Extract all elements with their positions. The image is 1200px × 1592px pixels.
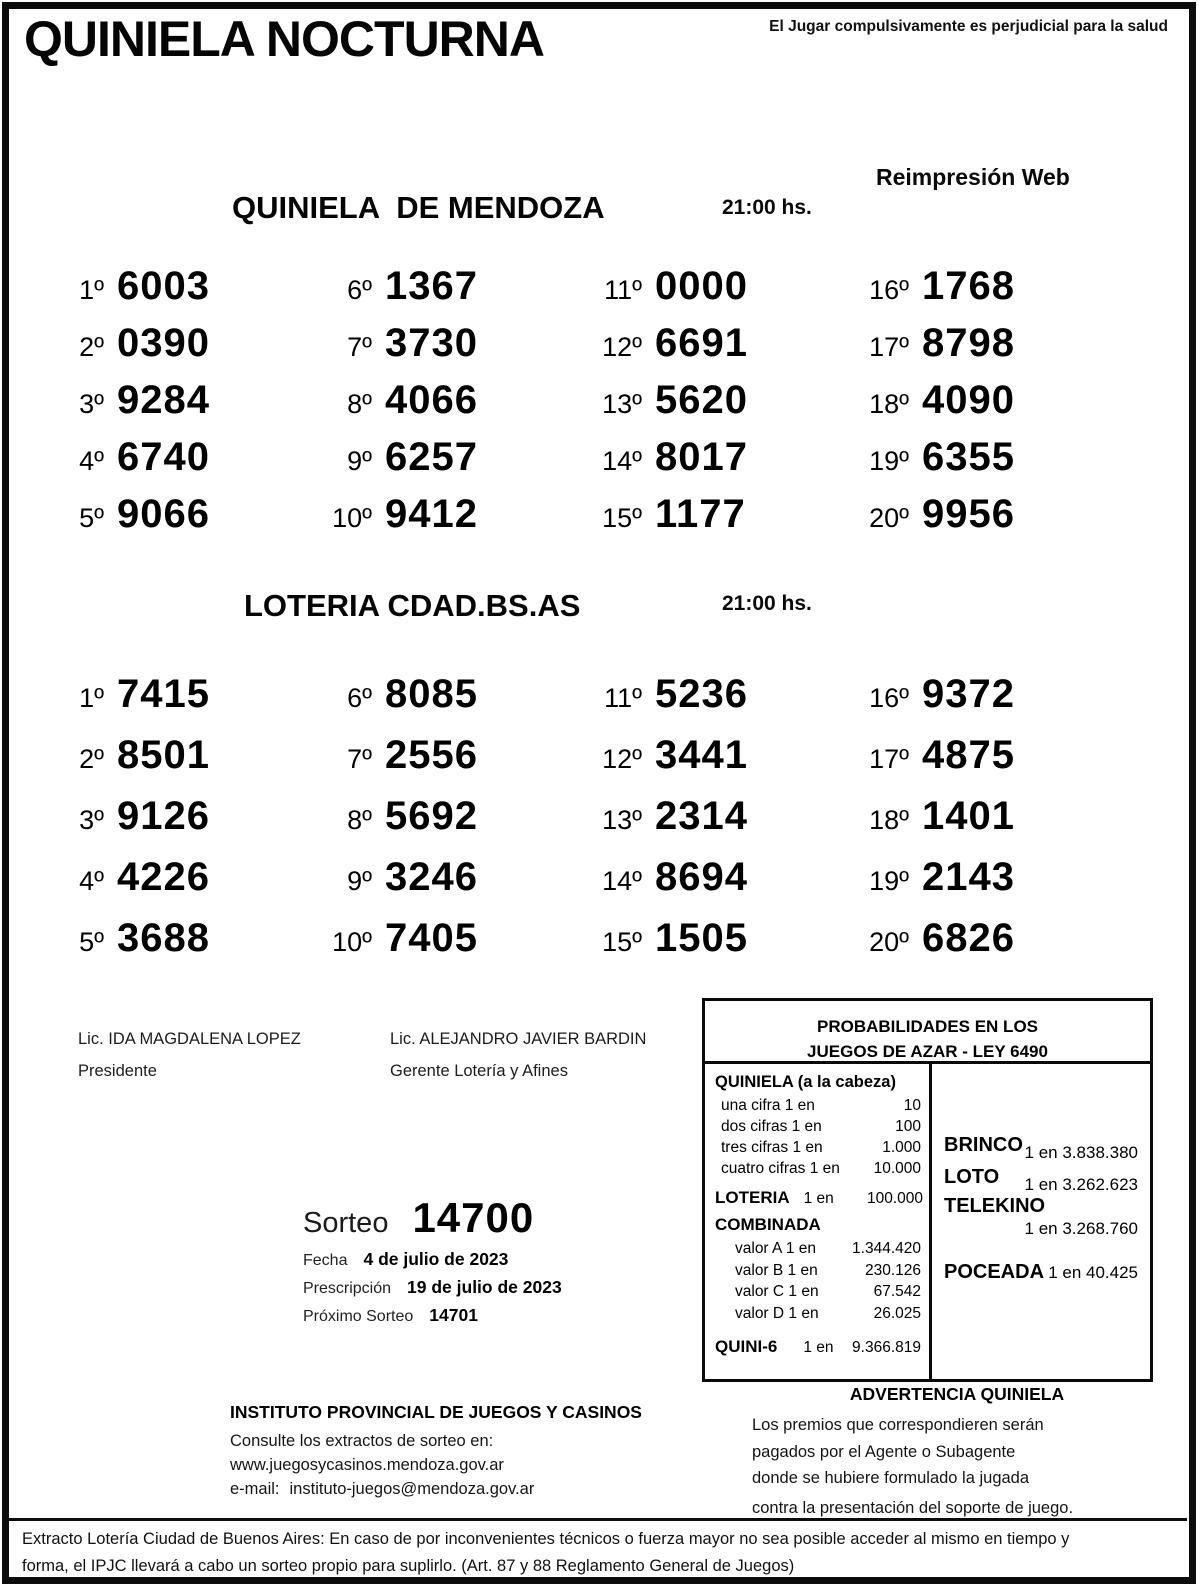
result-number: 9956 [922, 492, 1015, 536]
mendoza-draw-time: 21:00 hs. [722, 196, 812, 219]
result-row [48, 264, 310, 321]
odds-row: valor D 1 en 26.025 [735, 1304, 921, 1322]
result-number: 8501 [117, 733, 210, 777]
result-row [853, 264, 1115, 321]
mendoza-results-column-1 [48, 264, 310, 549]
result-number: 9284 [117, 378, 210, 422]
result-number: 6003 [117, 264, 210, 308]
result-row [316, 378, 578, 435]
result-position: 12º [602, 332, 642, 362]
result-row [853, 855, 1115, 916]
result-number: 2314 [655, 794, 748, 838]
result-number: 6826 [922, 916, 1015, 960]
draw-prescription-value: 19 de julio de 2023 [407, 1277, 562, 1297]
result-row [316, 264, 578, 321]
odds-row: cuatro cifras 1 en 10.000 [721, 1160, 921, 1177]
result-number: 2556 [385, 733, 478, 777]
bsas-results-column-2 [316, 672, 578, 977]
result-position: 14º [602, 866, 642, 896]
odds-row: valor C 1 en 67.542 [735, 1283, 921, 1300]
result-row [853, 492, 1115, 549]
result-position: 9º [347, 866, 372, 896]
result-position: 2º [79, 744, 104, 774]
result-position: 5º [79, 503, 104, 533]
result-number: 3730 [385, 321, 478, 365]
result-position: 4º [79, 446, 104, 476]
brinco-odds-row: BRINCO 1 en 3.838.380 [944, 1134, 1138, 1162]
probabilities-title: PROBABILIDADES EN LOS JUEGOS DE AZAR - LEY 6490 [807, 1017, 1048, 1061]
result-row [316, 794, 578, 855]
result-position: 3º [79, 389, 104, 419]
result-row [316, 916, 578, 977]
official-role: Gerente Lotería y Afines [390, 1062, 568, 1080]
official-president [78, 1030, 301, 1081]
probabilities-box [702, 998, 1153, 1382]
institute-website: www.juegosycasinos.mendoza.gov.ar [230, 1456, 504, 1474]
result-number: 9372 [922, 672, 1015, 716]
result-position: 6º [347, 275, 372, 305]
result-row [586, 733, 848, 794]
result-position: 4º [79, 866, 104, 896]
result-number: 3246 [385, 855, 478, 899]
draw-info-block [303, 1194, 562, 1326]
result-number: 7415 [117, 672, 210, 716]
official-name: Lic. IDA MAGDALENA LOPEZ [78, 1030, 301, 1048]
odds-row: valor A 1 en 1.344.420 [735, 1240, 921, 1257]
result-number: 6355 [922, 435, 1015, 479]
result-number: 0000 [655, 264, 748, 308]
result-position: 11º [604, 683, 642, 713]
result-row [586, 321, 848, 378]
result-number: 3688 [117, 916, 210, 960]
odds-row: dos cifras 1 en 100 [721, 1118, 921, 1135]
result-number: 4875 [922, 733, 1015, 777]
mendoza-results-column-2 [316, 264, 578, 549]
result-number: 1177 [655, 492, 746, 536]
quiniela-odds-header: QUINIELA (a la cabeza) [715, 1073, 896, 1091]
result-number: 0390 [117, 321, 210, 365]
result-position: 19º [869, 866, 909, 896]
result-number: 9126 [117, 794, 210, 838]
result-row [586, 672, 848, 733]
loto-odds-row: LOTO 1 en 3.262.623 [944, 1166, 1138, 1194]
result-position: 11º [604, 275, 642, 305]
result-row [316, 733, 578, 794]
result-position: 14º [602, 446, 642, 476]
next-draw-row [303, 1305, 562, 1326]
result-number: 2143 [922, 855, 1015, 899]
result-position: 8º [347, 389, 372, 419]
result-position: 17º [869, 744, 909, 774]
result-position: 1º [79, 683, 104, 713]
loteria-odds-row: LOTERIA 1 en 100.000 [715, 1188, 923, 1207]
result-position: 19º [869, 446, 909, 476]
result-row [316, 492, 578, 549]
result-row [48, 672, 310, 733]
mendoza-results-column-3 [586, 264, 848, 549]
telekino-odds-row: TELEKINO 1 en 3.268.760 [944, 1195, 1138, 1238]
advertencia-line: donde se hubiere formulado la jugada [752, 1469, 1030, 1487]
result-row [853, 916, 1115, 977]
draw-number-row [303, 1194, 562, 1242]
result-position: 20º [869, 927, 909, 957]
result-number: 5236 [655, 672, 748, 716]
result-number: 5620 [655, 378, 748, 422]
result-row [853, 794, 1115, 855]
advertencia-block [752, 1384, 1162, 1521]
result-position: 9º [347, 446, 372, 476]
institute-block [230, 1402, 642, 1501]
result-row [316, 672, 578, 733]
result-row [48, 492, 310, 549]
mendoza-section-title: QUINIELA DE MENDOZA [232, 190, 605, 225]
bsas-results-column-3 [586, 672, 848, 977]
result-row [853, 435, 1115, 492]
bsas-results-column-4 [853, 672, 1115, 977]
result-row [48, 916, 310, 977]
result-number: 8798 [922, 321, 1015, 365]
institute-name: INSTITUTO PROVINCIAL DE JUEGOS Y CASINOS [230, 1402, 642, 1422]
result-position: 10º [332, 927, 372, 957]
result-row [586, 264, 848, 321]
draw-prescription-row [303, 1277, 562, 1298]
result-row [853, 378, 1115, 435]
result-row [316, 321, 578, 378]
result-number: 4090 [922, 378, 1015, 422]
result-position: 15º [602, 503, 642, 533]
institute-email-line [230, 1477, 642, 1501]
probabilities-right-column [932, 1064, 1150, 1379]
result-number: 9412 [385, 492, 478, 536]
draw-date-value: 4 de julio de 2023 [363, 1249, 509, 1269]
result-number: 1401 [922, 794, 1015, 838]
draw-date-row [303, 1249, 562, 1270]
footer-divider [9, 1518, 1187, 1521]
advertencia-line: Los premios que correspondieren serán [752, 1416, 1044, 1434]
page-title: QUINIELA NOCTURNA [24, 11, 545, 67]
advertencia-line: contra la presentación del soporte de juego. [752, 1498, 1074, 1517]
result-position: 17º [869, 332, 909, 362]
official-role: Presidente [78, 1062, 157, 1080]
result-position: 18º [869, 389, 909, 419]
result-number: 1768 [922, 264, 1015, 308]
odds-row: una cifra 1 en 10 [721, 1097, 921, 1114]
result-number: 8694 [655, 855, 748, 899]
footnote-text: Extracto Lotería Ciudad de Buenos Aires: En caso de por inconvenientes técnicos o fuerza mayor no sea posible acceder al mismo en tiempo y forma, el IPJC llevará a cabo un sorteo propio para suplirlo. (Art. 87 y 88 Reglamento General de Juegos) [22, 1530, 1070, 1575]
result-number: 9066 [117, 492, 210, 536]
result-row [316, 855, 578, 916]
result-number: 4066 [385, 378, 478, 422]
result-number: 8017 [655, 435, 748, 479]
institute-consult-line: Consulte los extractos de sorteo en: [230, 1432, 494, 1450]
result-row [586, 855, 848, 916]
combinada-odds-header: COMBINADA [715, 1215, 821, 1234]
web-reprint-label: Reimpresión Web [876, 164, 1070, 190]
result-position: 16º [869, 683, 909, 713]
email-label: e-mail: [230, 1480, 280, 1498]
result-row [586, 492, 848, 549]
probabilities-body [705, 1061, 1150, 1379]
result-number: 4226 [117, 855, 210, 899]
next-draw-label: Próximo Sorteo [303, 1308, 414, 1325]
result-position: 7º [347, 744, 372, 774]
result-position: 3º [79, 805, 104, 835]
official-manager [390, 1030, 646, 1081]
result-position: 18º [869, 805, 909, 835]
draw-number: 14700 [412, 1194, 535, 1241]
bsas-results-column-1 [48, 672, 310, 977]
result-position: 6º [347, 683, 372, 713]
result-number: 5692 [385, 794, 478, 838]
result-row [586, 794, 848, 855]
result-row [48, 855, 310, 916]
result-position: 8º [347, 805, 372, 835]
result-number: 8085 [385, 672, 478, 716]
poceada-odds-row: POCEADA 1 en 40.425 [944, 1261, 1138, 1283]
result-row [853, 672, 1115, 733]
result-row [48, 435, 310, 492]
bsas-draw-time: 21:00 hs. [722, 592, 812, 615]
quini6-odds-row: QUINI-6 1 en 9.366.819 [715, 1337, 921, 1356]
mendoza-results-column-4 [853, 264, 1115, 549]
result-row [48, 378, 310, 435]
result-row [586, 916, 848, 977]
result-position: 20º [869, 503, 909, 533]
result-number: 6740 [117, 435, 210, 479]
result-position: 12º [602, 744, 642, 774]
result-number: 3441 [655, 733, 748, 777]
advertencia-line: pagados por el Agente o Subagente [752, 1442, 1016, 1461]
result-position: 13º [602, 389, 642, 419]
result-number: 7405 [385, 916, 478, 960]
odds-row: valor B 1 en 230.126 [735, 1261, 921, 1279]
result-number: 1367 [385, 264, 478, 308]
result-position: 16º [869, 275, 909, 305]
result-number: 6691 [655, 321, 748, 365]
result-row [316, 435, 578, 492]
odds-row: tres cifras 1 en 1.000 [721, 1139, 921, 1156]
result-row [48, 321, 310, 378]
result-row [586, 435, 848, 492]
official-name: Lic. ALEJANDRO JAVIER BARDIN [390, 1030, 647, 1048]
draw-date-label: Fecha [303, 1252, 348, 1269]
result-position: 13º [602, 805, 642, 835]
draw-label: Sorteo [303, 1207, 389, 1239]
probabilities-left-column [705, 1064, 932, 1379]
health-warning-text: El Jugar compulsivamente es perjudicial para la salud [769, 18, 1168, 35]
result-row [48, 733, 310, 794]
result-row [586, 378, 848, 435]
result-number: 6257 [385, 435, 478, 479]
result-position: 1º [79, 275, 104, 305]
result-position: 15º [602, 927, 642, 957]
next-draw-value: 14701 [429, 1305, 478, 1325]
advertencia-title: ADVERTENCIA QUINIELA [849, 1384, 1065, 1404]
result-position: 10º [332, 503, 372, 533]
result-position: 7º [347, 332, 372, 362]
draw-prescription-label: Prescripción [303, 1280, 392, 1297]
result-row [48, 794, 310, 855]
result-position: 5º [79, 927, 104, 957]
result-position: 2º [79, 332, 104, 362]
institute-email: instituto-juegos@mendoza.gov.ar [289, 1480, 535, 1498]
result-row [853, 733, 1115, 794]
result-row [853, 321, 1115, 378]
result-number: 1505 [655, 916, 748, 960]
bsas-section-title: LOTERIA CDAD.BS.AS [244, 588, 581, 623]
